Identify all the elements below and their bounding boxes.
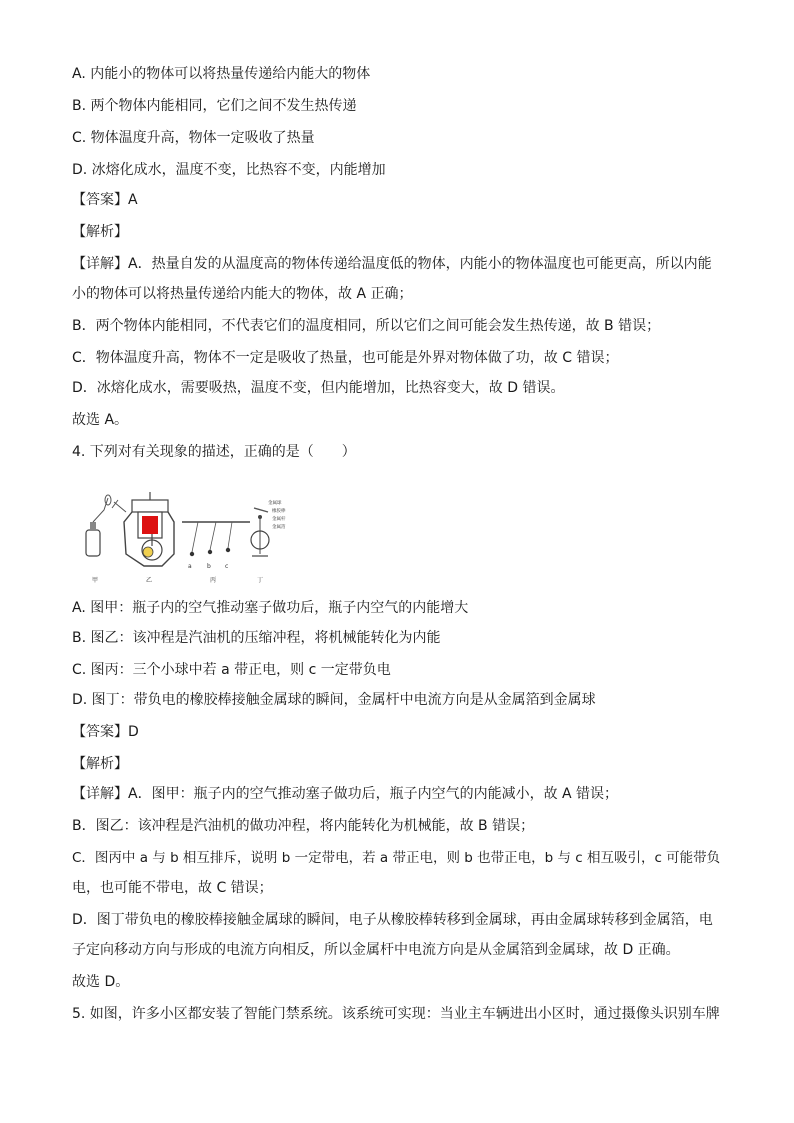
q4-detail-line: C．图丙中 a 与 b 相互排斥，说明 b 一定带电，若 a 带正电，则 b 也带正电，b 与 c 相互吸引，c 可能带负 (72, 850, 721, 866)
q3-detail-line: C．物体温度升高，物体不一定是吸收了热量，也可能是外界对物体做了功，故 C 错误； (72, 350, 619, 366)
q4-detail-line: D．图丁带负电的橡胶棒接触金属球的瞬间，电子从橡胶棒转移到金属球，再由金属球转移到金属箔，电 (72, 912, 713, 928)
device-label: 橡胶棒 (272, 509, 286, 514)
q4-detail-line: 电，也可能不带电，故 C 错误； (72, 880, 273, 896)
q4-stem: 4. 下列对有关现象的描述，正确的是（ ） (72, 444, 356, 460)
q3-detail-line: 【详解】A．热量自发的从温度高的物体传递给温度低的物体，内能小的物体温度也可能更高，所以内能 (72, 256, 712, 272)
q3-detail-line: D．冰熔化成水，需要吸热，温度不变，但内能增加，比热容变大，故 D 错误。 (72, 380, 565, 396)
ball-label: b (207, 563, 211, 570)
experiment-diagram (82, 482, 292, 586)
device-label: 金属杆 (272, 517, 286, 522)
figure-label-bing: 丙 (210, 577, 217, 584)
q4-detail-line: B．图乙：该冲程是汽油机的做功冲程，将内能转化为机械能，故 B 错误； (72, 818, 535, 834)
q4-option-c: C. 图丙：三个小球中若 a 带正电，则 c 一定带负电 (72, 662, 391, 678)
figure-label-jia: 甲 (92, 577, 99, 584)
q4-option-b: B. 图乙：该冲程是汽油机的压缩冲程，将机械能转化为内能 (72, 630, 441, 646)
figure-ding-electroscope (251, 499, 286, 556)
q5-stem: 5. 如图，许多小区都安装了智能门禁系统。该系统可实现：当业主车辆进出小区时，通过摄像头识别车牌 (72, 1006, 720, 1022)
q3-option-d: D. 冰熔化成水，温度不变，比热容不变，内能增加 (72, 162, 386, 178)
q3-detail-line: B．两个物体内能相同，不代表它们的温度相同，所以它们之间可能会发生热传递，故 B 错误； (72, 318, 661, 334)
ball-label: a (188, 563, 192, 570)
figure-bing-balls (182, 522, 250, 570)
q3-answer: 【答案】A (72, 192, 138, 208)
q4-answer: 【答案】D (72, 724, 139, 740)
q3-option-c: C. 物体温度升高，物体一定吸收了热量 (72, 130, 315, 146)
device-label: 金属箔 (272, 525, 286, 530)
q4-detail-line: 故选 D。 (72, 974, 130, 990)
figure-jia-bottle (86, 495, 111, 556)
ball-label: c (225, 563, 229, 570)
q4-analysis-label: 【解析】 (72, 756, 128, 772)
device-label: 金属球 (268, 501, 282, 506)
figure-label-yi: 乙 (146, 577, 153, 584)
q4-detail-line: 【详解】A．图甲：瓶子内的空气推动塞子做功后，瓶子内空气的内能减小，故 A 错误； (72, 786, 619, 802)
q3-option-a: A. 内能小的物体可以将热量传递给内能大的物体 (72, 66, 371, 82)
q4-option-d: D. 图丁：带负电的橡胶棒接触金属球的瞬间，金属杆中电流方向是从金属箔到金属球 (72, 692, 596, 708)
q4-detail-line: 子定向移动方向与形成的电流方向相反，所以金属杆中电流方向是从金属箔到金属球，故 D 正确。 (72, 942, 680, 958)
q3-detail-line: 小的物体可以将热量传递给内能大的物体，故 A 正确； (72, 286, 413, 302)
q3-option-b: B. 两个物体内能相同，它们之间不发生热传递 (72, 98, 357, 114)
q3-analysis-label: 【解析】 (72, 224, 128, 240)
figure-label-ding: 丁 (257, 577, 264, 584)
q4-figure (82, 482, 292, 586)
figure-yi-engine (112, 492, 174, 566)
q4-option-a: A. 图甲：瓶子内的空气推动塞子做功后，瓶子内空气的内能增大 (72, 600, 469, 616)
q3-detail-line: 故选 A。 (72, 412, 129, 428)
